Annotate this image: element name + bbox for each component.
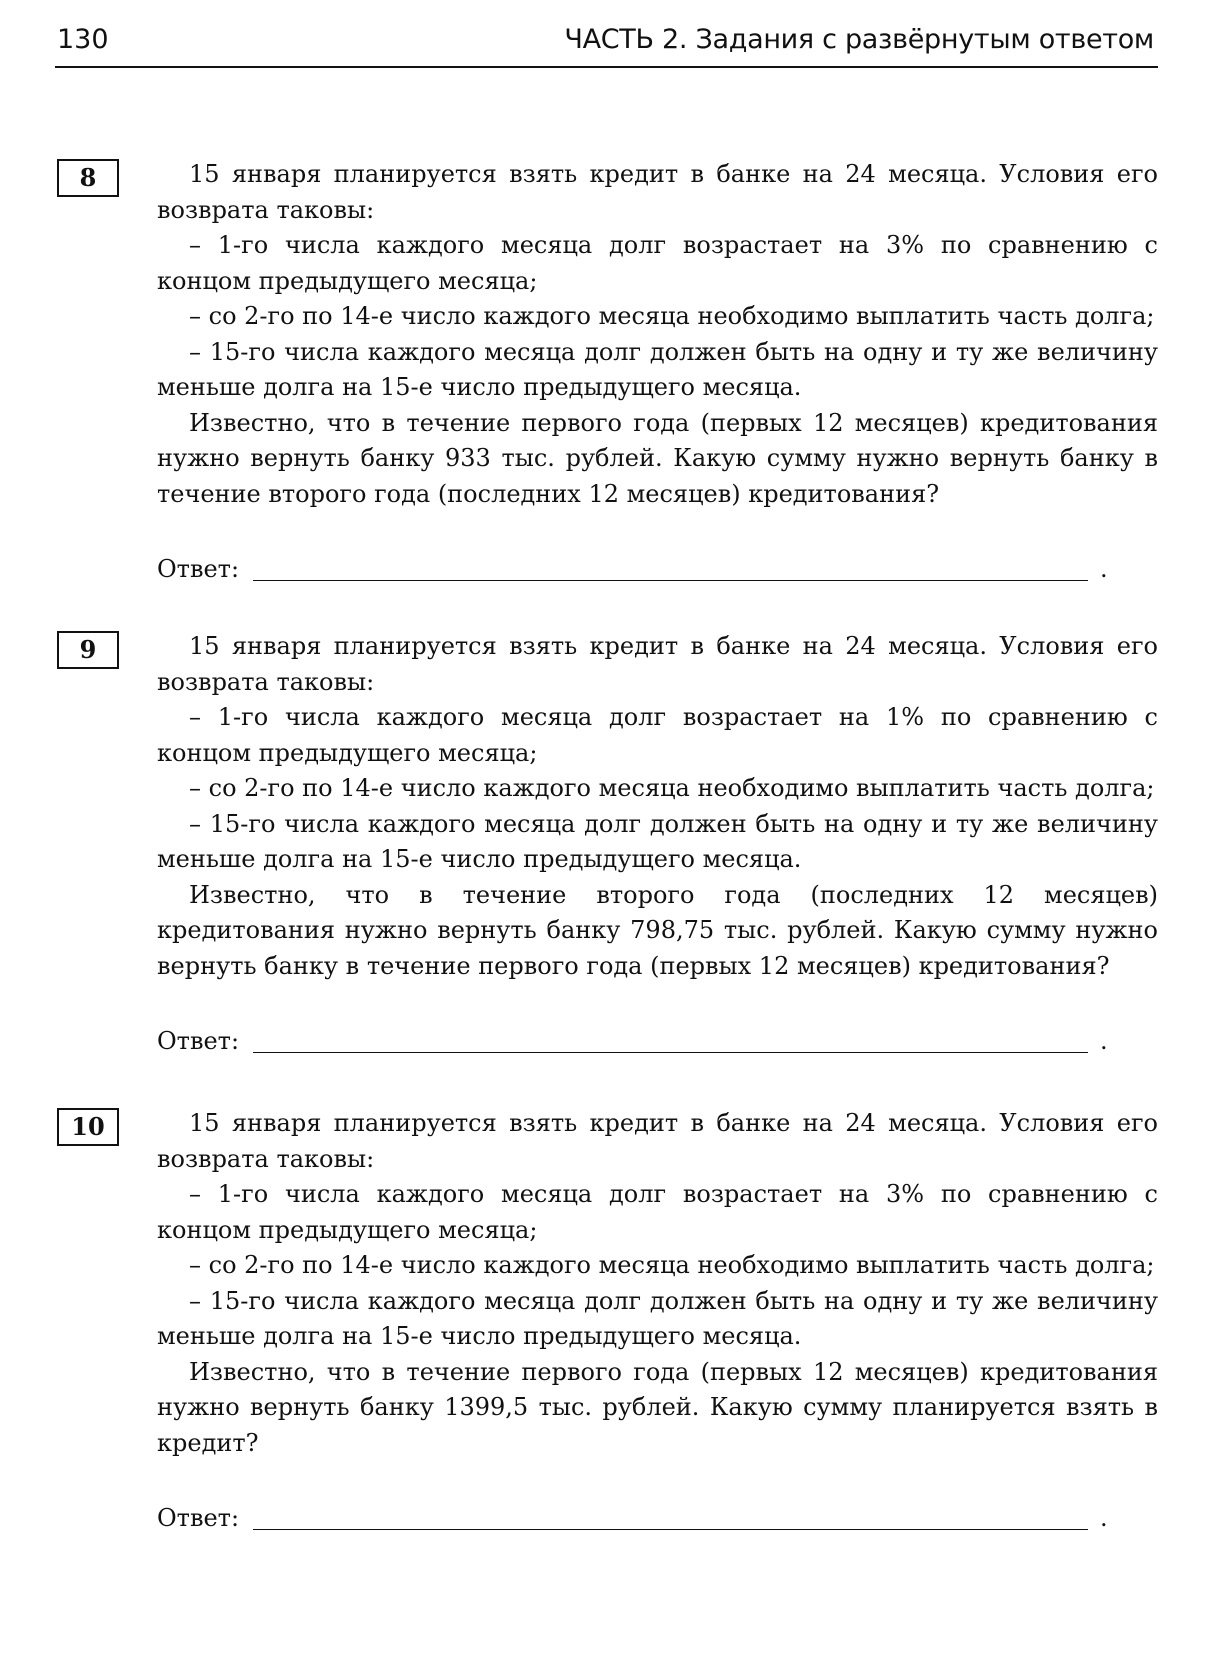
condition-3: – 15-го числа каждого месяца долг должен быть на одну и ту же величину меньше долга на 15-е число предыдущего месяца.: [157, 1286, 1158, 1350]
page-number: 130: [57, 24, 109, 55]
answer-field[interactable]: [253, 580, 1088, 581]
condition-2: – со 2-го по 14-е число каждого месяца необходимо выплатить часть долга;: [189, 302, 1155, 330]
task-10: [55, 1106, 1158, 1541]
task-intro: 15 января планируется взять кредит в банке на 24 месяца. Условия его возврата таковы:: [157, 632, 1158, 696]
condition-3: – 15-го числа каждого месяца долг должен быть на одну и ту же величину меньше долга на 15-е число предыдущего месяца.: [157, 809, 1158, 873]
task-intro: 15 января планируется взять кредит в банке на 24 месяца. Условия его возврата таковы:: [157, 1109, 1158, 1173]
condition-3: – 15-го числа каждого месяца долг должен быть на одну и ту же величину меньше долга на 15-е число предыдущего месяца.: [157, 337, 1158, 401]
answer-row: [157, 1501, 1158, 1541]
answer-row: [157, 552, 1158, 592]
task-number: 10: [57, 1108, 119, 1146]
answer-end-dot: .: [1100, 1504, 1108, 1532]
answer-field[interactable]: [253, 1529, 1088, 1530]
task-intro: 15 января планируется взять кредит в банке на 24 месяца. Условия его возврата таковы:: [157, 160, 1158, 224]
page-header: [55, 20, 1158, 68]
answer-end-dot: .: [1100, 1027, 1108, 1055]
answer-label: Ответ:: [157, 1504, 240, 1532]
answer-label: Ответ:: [157, 555, 240, 583]
task-text: [157, 1106, 1158, 1461]
task-question: Известно, что в течение второго года (последних 12 месяцев) кредитования нужно вернуть банку 798,75 тыс. рублей. Какую сумму нужно вернуть банку в течение первого года (первых 12 месяцев) кредитования?: [157, 880, 1158, 980]
condition-1: – 1-го числа каждого месяца долг возрастает на 3% по сравнению с концом предыдущего месяца;: [157, 1180, 1158, 1244]
answer-field[interactable]: [253, 1052, 1088, 1053]
task-question: Известно, что в течение первого года (первых 12 месяцев) кредитования нужно вернуть банку 933 тыс. рублей. Какую сумму нужно вернуть банку в течение второго года (последних 12 месяцев) кредитования?: [157, 408, 1158, 508]
task-question: Известно, что в течение первого года (первых 12 месяцев) кредитования нужно вернуть банку 1399,5 тыс. рублей. Какую сумму планируется взять в кредит?: [157, 1357, 1158, 1457]
condition-1: – 1-го числа каждого месяца долг возрастает на 1% по сравнению с концом предыдущего месяца;: [157, 703, 1158, 767]
task-text: [157, 157, 1158, 512]
task-number: 8: [57, 159, 119, 197]
task-text: [157, 629, 1158, 984]
condition-2: – со 2-го по 14-е число каждого месяца необходимо выплатить часть долга;: [189, 1251, 1155, 1279]
condition-2: – со 2-го по 14-е число каждого месяца необходимо выплатить часть долга;: [189, 774, 1155, 802]
answer-label: Ответ:: [157, 1027, 240, 1055]
answer-end-dot: .: [1100, 555, 1108, 583]
task-number: 9: [57, 631, 119, 669]
answer-row: [157, 1024, 1158, 1064]
task-9: [55, 629, 1158, 1064]
task-8: [55, 157, 1158, 592]
running-title: ЧАСТЬ 2. Задания с развёрнутым ответом: [564, 24, 1154, 55]
condition-1: – 1-го числа каждого месяца долг возрастает на 3% по сравнению с концом предыдущего месяца;: [157, 231, 1158, 295]
